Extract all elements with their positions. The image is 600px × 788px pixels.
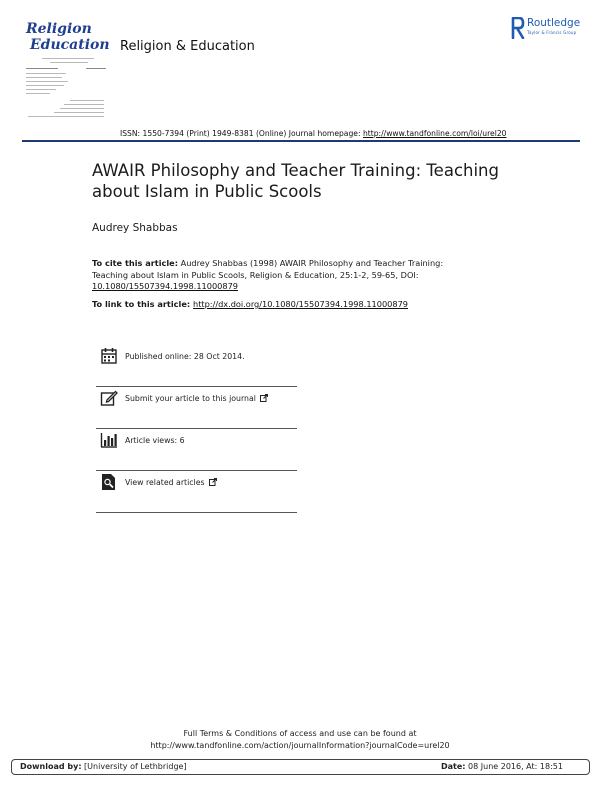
bar-chart-icon	[100, 431, 118, 449]
article-info-panel	[96, 345, 297, 513]
publisher-name: Routledge	[527, 17, 581, 29]
issn-line	[120, 129, 506, 138]
download-info-box	[11, 759, 590, 775]
cover-title-line1: Religion	[26, 21, 92, 37]
related-articles-link[interactable]	[125, 478, 217, 487]
cite-label: To cite this article:	[92, 258, 178, 268]
article-doi-link[interactable]: http://dx.doi.org/10.1080/15507394.1998.11000879	[193, 299, 409, 309]
issn-text: ISSN: 1550-7394 (Print) 1949-8381 (Online) Journal homepage:	[120, 129, 363, 138]
downloaded-value: [University of Lethbridge]	[81, 762, 187, 771]
article-title: AWAIR Philosophy and Teacher Training: Teaching about Islam in Public Scools	[92, 161, 499, 201]
journal-cover-image	[24, 18, 108, 122]
article-author: Audrey Shabbas	[92, 222, 178, 234]
related-articles-label: View related articles	[125, 478, 205, 487]
cite-doi-link[interactable]: 10.1080/15507394.1998.11000879	[92, 281, 239, 291]
journal-title: Religion & Education	[120, 39, 255, 54]
cover-title-line2: Education	[30, 37, 110, 53]
publisher-tagline: Taylor & Francis Group	[527, 30, 577, 35]
external-link-icon	[260, 394, 268, 402]
external-link-icon	[209, 478, 217, 486]
cite-text: Audrey Shabbas (1998) AWAIR Philosophy and Teacher Training: Teaching about Islam in Public Scools, Religion & Education, 25:1-2, 59-65, DOI:	[92, 258, 444, 280]
citation-block	[92, 258, 452, 293]
download-date	[441, 762, 563, 771]
published-row	[96, 345, 297, 387]
downloaded-by	[20, 762, 187, 771]
submit-article-row[interactable]	[96, 387, 297, 429]
link-label: To link to this article:	[92, 299, 193, 309]
terms-url-link[interactable]: http://www.tandfonline.com/action/journalInformation?journalCode=urel20	[150, 740, 450, 750]
journal-homepage-link[interactable]: http://www.tandfonline.com/loi/urel20	[362, 129, 507, 138]
submit-article-link[interactable]	[125, 394, 268, 403]
header-divider	[22, 140, 580, 142]
terms-line1: Full Terms & Conditions of access and use can be found at	[183, 729, 417, 738]
calendar-icon	[100, 347, 118, 365]
related-articles-row[interactable]	[96, 471, 297, 513]
routledge-logo[interactable]	[511, 17, 593, 41]
article-link-line	[92, 299, 408, 309]
date-label: Date:	[441, 762, 466, 771]
article-views-row	[96, 429, 297, 471]
downloaded-label: Download by:	[20, 762, 82, 771]
edit-icon	[100, 389, 118, 407]
article-views: Article views: 6	[125, 436, 185, 445]
routledge-r-icon	[511, 17, 525, 39]
search-document-icon	[100, 473, 118, 491]
terms-block	[0, 728, 600, 751]
published-date: Published online: 28 Oct 2014.	[125, 352, 245, 361]
submit-article-label: Submit your article to this journal	[125, 394, 256, 403]
date-value: 08 June 2016, At: 18:51	[465, 762, 563, 771]
